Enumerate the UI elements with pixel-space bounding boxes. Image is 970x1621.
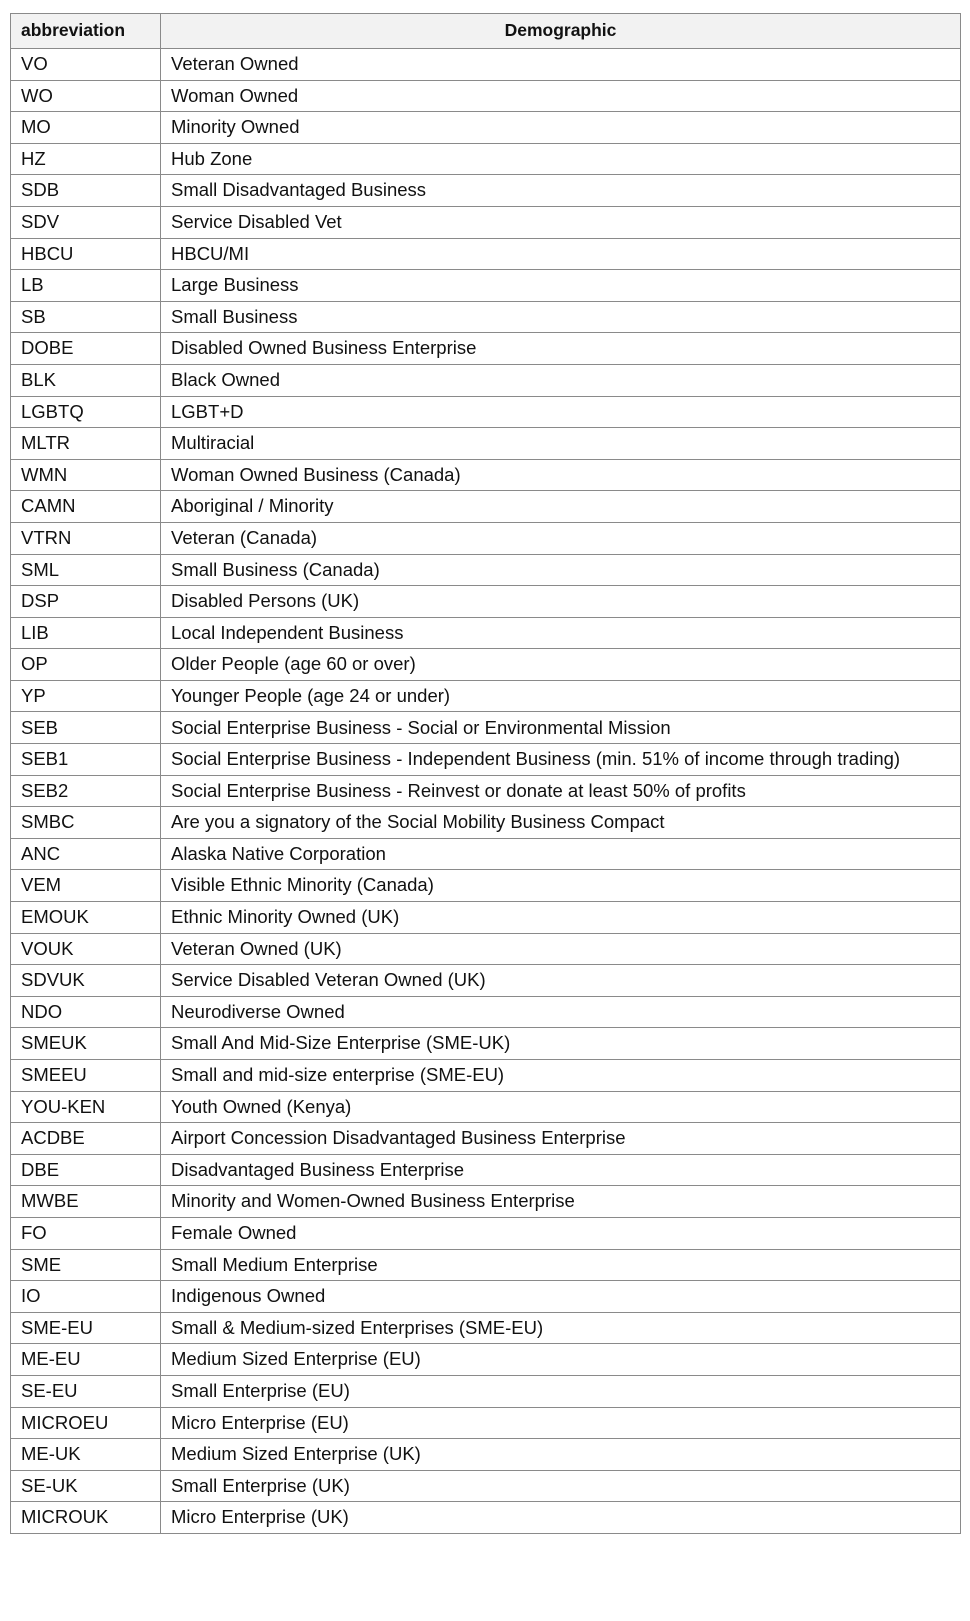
abbreviation-cell: SE-EU bbox=[11, 1375, 161, 1407]
table-row bbox=[11, 554, 961, 586]
abbreviation-cell: LIB bbox=[11, 617, 161, 649]
demographic-cell: HBCU/MI bbox=[161, 238, 961, 270]
table-row bbox=[11, 1312, 961, 1344]
table-row bbox=[11, 1344, 961, 1376]
abbreviation-cell: SDVUK bbox=[11, 965, 161, 997]
abbreviation-cell: FO bbox=[11, 1217, 161, 1249]
abbreviation-cell: SEB bbox=[11, 712, 161, 744]
table-row bbox=[11, 1154, 961, 1186]
demographic-cell: Service Disabled Vet bbox=[161, 206, 961, 238]
demographic-cell: Small Business (Canada) bbox=[161, 554, 961, 586]
table-row bbox=[11, 143, 961, 175]
table-row bbox=[11, 996, 961, 1028]
demographic-cell: Alaska Native Corporation bbox=[161, 838, 961, 870]
demographic-cell: Multiracial bbox=[161, 428, 961, 460]
abbreviation-cell: SML bbox=[11, 554, 161, 586]
demographic-cell: Minority and Women-Owned Business Enterprise bbox=[161, 1186, 961, 1218]
demographic-cell: Disadvantaged Business Enterprise bbox=[161, 1154, 961, 1186]
table-row bbox=[11, 459, 961, 491]
table-row bbox=[11, 712, 961, 744]
table-row bbox=[11, 1028, 961, 1060]
table-row bbox=[11, 1123, 961, 1155]
table-header bbox=[11, 14, 961, 49]
table-row bbox=[11, 333, 961, 365]
table-row bbox=[11, 1249, 961, 1281]
table-row bbox=[11, 1281, 961, 1313]
table-row bbox=[11, 744, 961, 776]
table-row bbox=[11, 238, 961, 270]
demographic-cell: Veteran Owned (UK) bbox=[161, 933, 961, 965]
abbreviation-cell: ACDBE bbox=[11, 1123, 161, 1155]
demographic-cell: Female Owned bbox=[161, 1217, 961, 1249]
demographic-cell: Black Owned bbox=[161, 364, 961, 396]
demographic-cell: Hub Zone bbox=[161, 143, 961, 175]
abbreviation-cell: CAMN bbox=[11, 491, 161, 523]
table-row bbox=[11, 1186, 961, 1218]
table-row bbox=[11, 902, 961, 934]
header-row bbox=[11, 14, 961, 49]
abbreviation-cell: HZ bbox=[11, 143, 161, 175]
table-row bbox=[11, 1407, 961, 1439]
demographic-cell: Small Business bbox=[161, 301, 961, 333]
abbreviation-cell: SB bbox=[11, 301, 161, 333]
table-row bbox=[11, 175, 961, 207]
abbreviation-cell: MLTR bbox=[11, 428, 161, 460]
demographic-cell: Visible Ethnic Minority (Canada) bbox=[161, 870, 961, 902]
table-row bbox=[11, 1091, 961, 1123]
demographic-cell: Youth Owned (Kenya) bbox=[161, 1091, 961, 1123]
demographic-cell: Minority Owned bbox=[161, 112, 961, 144]
demographics-table bbox=[10, 13, 961, 1534]
abbreviation-cell: SEB1 bbox=[11, 744, 161, 776]
abbreviation-cell: NDO bbox=[11, 996, 161, 1028]
abbreviation-cell: SE-UK bbox=[11, 1470, 161, 1502]
table-row bbox=[11, 112, 961, 144]
demographic-cell: Disabled Owned Business Enterprise bbox=[161, 333, 961, 365]
abbreviation-cell: LB bbox=[11, 270, 161, 302]
table-row bbox=[11, 617, 961, 649]
demographic-cell: Are you a signatory of the Social Mobility Business Compact bbox=[161, 807, 961, 839]
abbreviation-cell: WO bbox=[11, 80, 161, 112]
demographic-cell: Indigenous Owned bbox=[161, 1281, 961, 1313]
demographic-cell: Aboriginal / Minority bbox=[161, 491, 961, 523]
demographic-cell: Service Disabled Veteran Owned (UK) bbox=[161, 965, 961, 997]
abbreviation-cell: IO bbox=[11, 1281, 161, 1313]
demographic-cell: Large Business bbox=[161, 270, 961, 302]
demographic-cell: Ethnic Minority Owned (UK) bbox=[161, 902, 961, 934]
table-row bbox=[11, 522, 961, 554]
abbreviation-cell: DBE bbox=[11, 1154, 161, 1186]
table-row bbox=[11, 1439, 961, 1471]
abbreviation-cell: SEB2 bbox=[11, 775, 161, 807]
abbreviation-cell: SME bbox=[11, 1249, 161, 1281]
table-row bbox=[11, 838, 961, 870]
table-row bbox=[11, 965, 961, 997]
table-row bbox=[11, 1375, 961, 1407]
demographic-cell: Medium Sized Enterprise (UK) bbox=[161, 1439, 961, 1471]
abbreviation-cell: VOUK bbox=[11, 933, 161, 965]
demographic-cell: Small Disadvantaged Business bbox=[161, 175, 961, 207]
abbreviation-cell: VEM bbox=[11, 870, 161, 902]
abbreviation-cell: EMOUK bbox=[11, 902, 161, 934]
demographic-cell: Small And Mid-Size Enterprise (SME-UK) bbox=[161, 1028, 961, 1060]
table-row bbox=[11, 680, 961, 712]
demographic-cell: Woman Owned bbox=[161, 80, 961, 112]
demographic-cell: Medium Sized Enterprise (EU) bbox=[161, 1344, 961, 1376]
table-row bbox=[11, 396, 961, 428]
table-row bbox=[11, 586, 961, 618]
abbreviation-cell: MWBE bbox=[11, 1186, 161, 1218]
abbreviation-cell: DSP bbox=[11, 586, 161, 618]
table-row bbox=[11, 775, 961, 807]
demographic-cell: Social Enterprise Business - Social or Environmental Mission bbox=[161, 712, 961, 744]
header-demographic: Demographic bbox=[161, 14, 961, 49]
abbreviation-cell: SDV bbox=[11, 206, 161, 238]
table-row bbox=[11, 649, 961, 681]
abbreviation-cell: ANC bbox=[11, 838, 161, 870]
demographic-cell: Airport Concession Disadvantaged Business Enterprise bbox=[161, 1123, 961, 1155]
table-row bbox=[11, 933, 961, 965]
abbreviation-cell: MO bbox=[11, 112, 161, 144]
abbreviation-cell: ME-UK bbox=[11, 1439, 161, 1471]
table-row bbox=[11, 870, 961, 902]
demographic-cell: Veteran (Canada) bbox=[161, 522, 961, 554]
demographic-cell: LGBT+D bbox=[161, 396, 961, 428]
demographic-cell: Younger People (age 24 or under) bbox=[161, 680, 961, 712]
demographic-cell: Woman Owned Business (Canada) bbox=[161, 459, 961, 491]
table-row bbox=[11, 49, 961, 81]
abbreviation-cell: ME-EU bbox=[11, 1344, 161, 1376]
abbreviation-cell: VO bbox=[11, 49, 161, 81]
demographic-cell: Micro Enterprise (EU) bbox=[161, 1407, 961, 1439]
table-body bbox=[11, 49, 961, 1534]
abbreviation-cell: SMEEU bbox=[11, 1060, 161, 1092]
abbreviation-cell: MICROEU bbox=[11, 1407, 161, 1439]
abbreviation-cell: MICROUK bbox=[11, 1502, 161, 1534]
demographics-table-container bbox=[10, 13, 960, 1534]
abbreviation-cell: YOU-KEN bbox=[11, 1091, 161, 1123]
table-row bbox=[11, 428, 961, 460]
abbreviation-cell: LGBTQ bbox=[11, 396, 161, 428]
table-row bbox=[11, 1060, 961, 1092]
abbreviation-cell: OP bbox=[11, 649, 161, 681]
header-abbreviation: abbreviation bbox=[11, 14, 161, 49]
table-row bbox=[11, 491, 961, 523]
table-row bbox=[11, 364, 961, 396]
table-row bbox=[11, 1217, 961, 1249]
table-row bbox=[11, 301, 961, 333]
abbreviation-cell: DOBE bbox=[11, 333, 161, 365]
demographic-cell: Small Enterprise (UK) bbox=[161, 1470, 961, 1502]
demographic-cell: Veteran Owned bbox=[161, 49, 961, 81]
demographic-cell: Older People (age 60 or over) bbox=[161, 649, 961, 681]
abbreviation-cell: SMBC bbox=[11, 807, 161, 839]
table-row bbox=[11, 206, 961, 238]
demographic-cell: Small and mid-size enterprise (SME-EU) bbox=[161, 1060, 961, 1092]
table-row bbox=[11, 807, 961, 839]
abbreviation-cell: BLK bbox=[11, 364, 161, 396]
abbreviation-cell: SME-EU bbox=[11, 1312, 161, 1344]
demographic-cell: Small Medium Enterprise bbox=[161, 1249, 961, 1281]
table-row bbox=[11, 1502, 961, 1534]
abbreviation-cell: YP bbox=[11, 680, 161, 712]
abbreviation-cell: SMEUK bbox=[11, 1028, 161, 1060]
abbreviation-cell: SDB bbox=[11, 175, 161, 207]
abbreviation-cell: VTRN bbox=[11, 522, 161, 554]
abbreviation-cell: HBCU bbox=[11, 238, 161, 270]
table-row bbox=[11, 80, 961, 112]
demographic-cell: Neurodiverse Owned bbox=[161, 996, 961, 1028]
table-row bbox=[11, 270, 961, 302]
demographic-cell: Social Enterprise Business - Reinvest or donate at least 50% of profits bbox=[161, 775, 961, 807]
demographic-cell: Small Enterprise (EU) bbox=[161, 1375, 961, 1407]
demographic-cell: Small & Medium-sized Enterprises (SME-EU) bbox=[161, 1312, 961, 1344]
demographic-cell: Local Independent Business bbox=[161, 617, 961, 649]
demographic-cell: Micro Enterprise (UK) bbox=[161, 1502, 961, 1534]
abbreviation-cell: WMN bbox=[11, 459, 161, 491]
table-row bbox=[11, 1470, 961, 1502]
demographic-cell: Social Enterprise Business - Independent Business (min. 51% of income through trading) bbox=[161, 744, 961, 776]
demographic-cell: Disabled Persons (UK) bbox=[161, 586, 961, 618]
